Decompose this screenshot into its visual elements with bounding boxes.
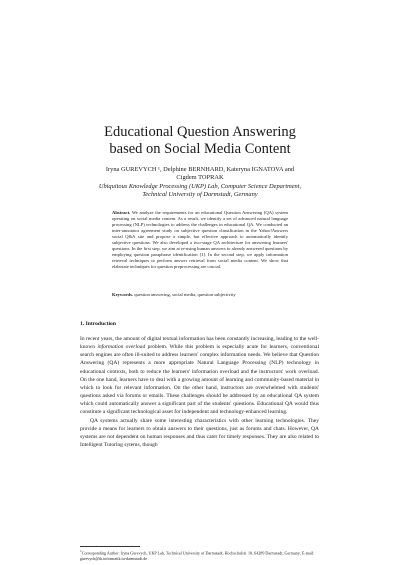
affiliation-line-2: Technical University of Darmstadt, Germany (142, 191, 258, 199)
affiliation (70, 183, 330, 200)
abstract (112, 210, 288, 270)
paragraph-1-part-b: problem. While this problem is especially acute for learners, conventional search engines are often ill-suited to address learners' complex information needs. We believe that Question Answering (QA) represents a more appropriate Natural Language Processing (NLP) technology in educational contexts, both to reduce the learners' information overload and the instructors' work overload. On the one hand, learners have to deal with a growing amount of learning and community-based material in which to look for relevant information. On the other hand, instructors are overwhelmed with students' questions asked via forums or emails. These challenges should be addressed by an educational QA system which could automatically answer a significant part of the students' questions. Educational QA would thus constitute a significant technological asset for independent and technology-enhanced learning. (80, 344, 319, 416)
paragraph-1 (80, 335, 319, 417)
footnote-text: Corresponding Author: Iryna Gurevych, UKP Lab, Technical University of Darmstadt, Hochschulstr. 10, 64289 Darmstadt, Germany; E-mail: gurevych@tk.informatik.tu-darmstadt.de (80, 550, 315, 561)
abstract-label: Abstract. (112, 210, 131, 215)
title-line-1: Educational Question Answering (104, 124, 296, 140)
paragraph-1-part-a: In recent years, the amount of digital textual information has been constantly increasing, leading to the well-known (80, 336, 319, 351)
footnote-mark: 1 (80, 549, 82, 553)
keywords-label: Keywords. (112, 292, 134, 297)
title-line-2: based on Social Media Content (109, 141, 291, 157)
author-list (70, 166, 330, 183)
footnote-divider (80, 546, 140, 547)
body-text (80, 335, 319, 449)
keywords (112, 292, 288, 298)
footnote (80, 549, 319, 561)
keywords-text: question answering, social media, question subjectivity (134, 292, 236, 297)
emphasis-information-overload: information overload (97, 344, 146, 351)
section-heading: 1. Introduction (80, 321, 116, 327)
affiliation-line-1: Ubiquitous Knowledge Processing (UKP) Lab, Computer Science Department, (98, 183, 302, 190)
authors-line-1: Iryna GUREVYCH ¹, Delphine BERNHARD, Kateryna IGNATOVA and (105, 166, 295, 173)
abstract-text: We analyze the requirements for an educational Question Answering (QA) system operating on social media content. As a result, we identify a set of advanced natural language processing (NLP) technologies to address the challenges in educational QA. We conducted an inter-annotator agreement study on subjective question classification in the Yahoo!Answers social Q&A site and propose a simple, but effective approach to automatically identify subjective questions. We also developed a two-stage QA architecture for answering learners' questions. In the first step, we aim at re-using human answers to already answered questions by employing question paraphrase identification [1]. In the second step, we apply information retrieval techniques to perform answer retrieval from social media content. We show that elaborate techniques for question preprocessing are crucial. (112, 210, 288, 270)
authors-line-2: Cigdem TOPRAK (176, 174, 224, 182)
paragraph-2: QA systems actually share some interesting characteristics with other learning technologies. They provide a means for learners to obtain answers to their questions, just as forums and chats. However, QA systems are not dependent on human responses and thus cater for timely responses. They are also related to Intelligent Tutoring sytems, though (80, 417, 319, 449)
